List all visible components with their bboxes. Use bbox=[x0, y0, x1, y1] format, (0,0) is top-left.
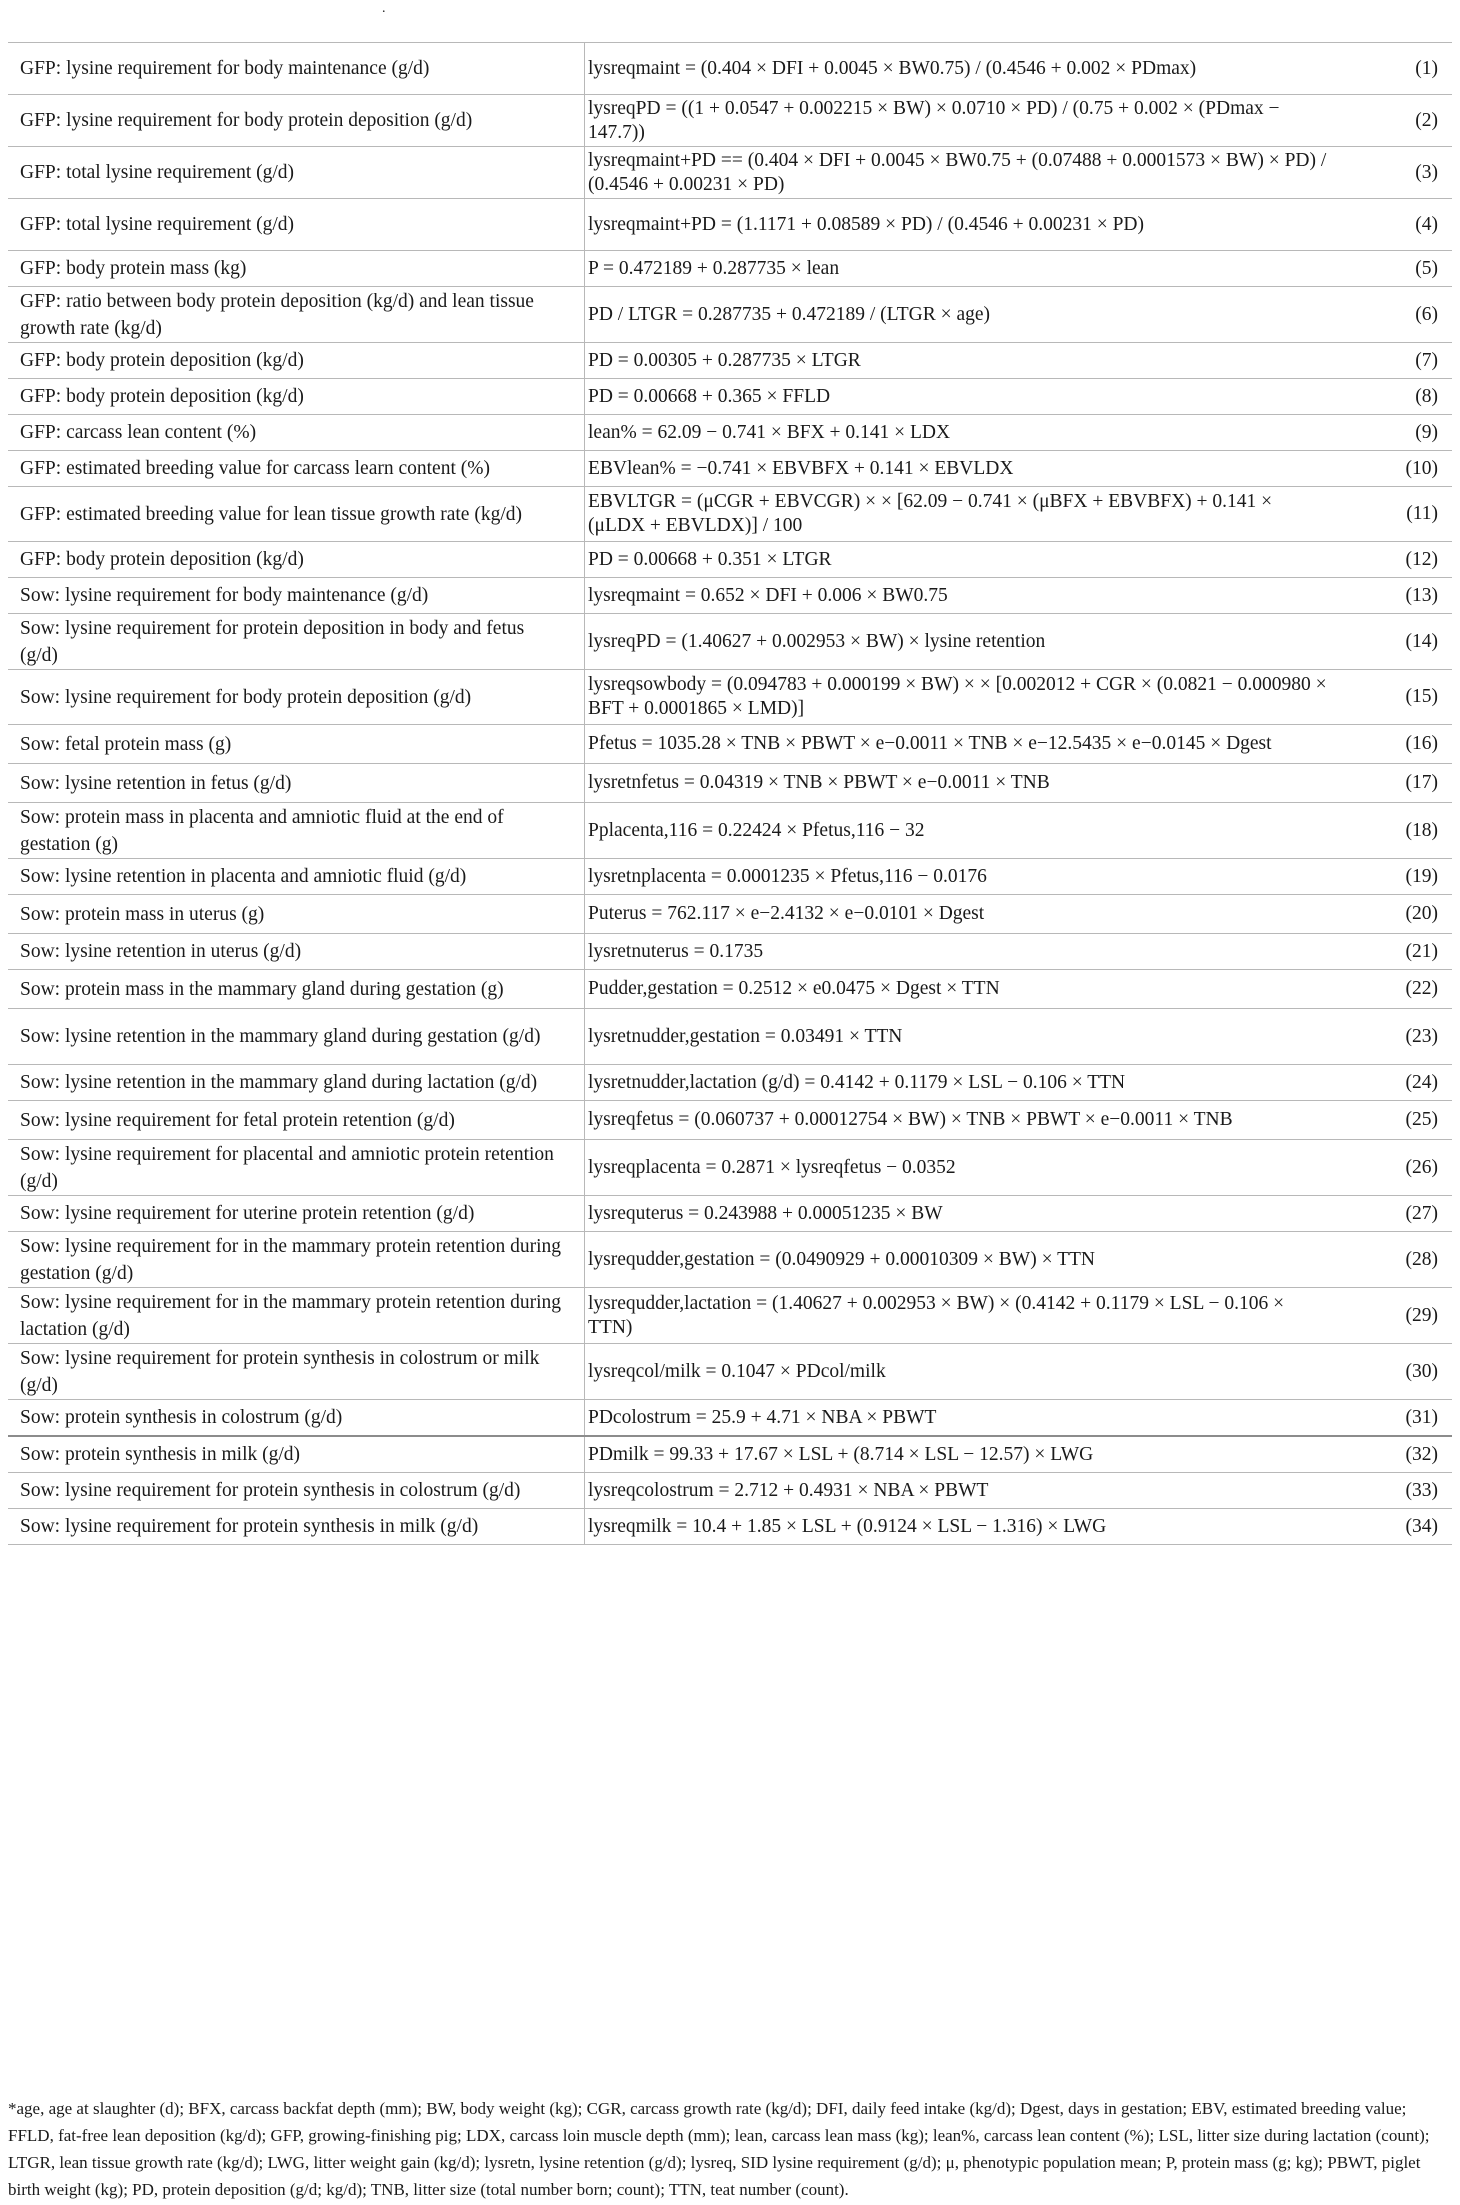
column-divider bbox=[584, 578, 585, 613]
column-divider bbox=[584, 614, 585, 669]
row-description: Sow: protein mass in uterus (g) bbox=[20, 903, 265, 925]
column-divider bbox=[584, 1509, 585, 1544]
row-description: GFP: body protein deposition (kg/d) bbox=[20, 350, 304, 371]
column-divider bbox=[584, 451, 585, 486]
equation-number: (27) bbox=[1405, 1202, 1438, 1224]
table-row bbox=[8, 1100, 1452, 1139]
row-formula: Pudder,gestation = 0.2512 × e0.0475 × Dgest × TTN bbox=[588, 978, 1000, 999]
equation-number: (9) bbox=[1415, 421, 1438, 443]
row-formula: lysrequterus = 0.243988 + 0.00051235 × BW bbox=[588, 1202, 943, 1224]
column-divider bbox=[584, 343, 585, 378]
equation-number: (18) bbox=[1405, 819, 1438, 841]
row-description: GFP: carcass lean content (%) bbox=[20, 422, 257, 443]
equation-number: (22) bbox=[1405, 978, 1438, 999]
row-description: Sow: lysine requirement for protein synthesis in colostrum (g/d) bbox=[20, 1480, 521, 1501]
row-description: GFP: body protein mass (kg) bbox=[20, 258, 247, 279]
column-divider bbox=[584, 287, 585, 342]
column-divider bbox=[584, 43, 585, 94]
row-description: Sow: lysine requirement for protein synthesis in colostrum or milk (g/d) bbox=[20, 1347, 540, 1396]
row-formula: Pfetus = 1035.28 × TNB × PBWT × e−0.0011 × TNB × e−12.5435 × e−0.0145 × Dgest bbox=[588, 733, 1272, 754]
equation-number: (4) bbox=[1415, 213, 1438, 235]
column-divider bbox=[584, 1344, 585, 1399]
table-row bbox=[8, 146, 1452, 198]
column-divider bbox=[584, 487, 585, 541]
row-formula: lysretnudder,lactation (g/d) = 0.4142 + 0.1179 × LSL − 0.106 × TTN bbox=[588, 1071, 1126, 1093]
row-description: Sow: lysine requirement for fetal protein retention (g/d) bbox=[20, 1109, 455, 1131]
row-description: GFP: ratio between body protein deposition (kg/d) and lean tissue growth rate (kg/d) bbox=[20, 290, 534, 339]
row-description: Sow: lysine requirement for body protein deposition (g/d) bbox=[20, 686, 472, 708]
table-row bbox=[8, 414, 1452, 450]
equations-table bbox=[8, 42, 1452, 1545]
column-divider bbox=[584, 1437, 585, 1472]
row-formula: lysreqfetus = (0.060737 + 0.00012754 × BW) × TNB × PBWT × e−0.0011 × TNB bbox=[588, 1109, 1233, 1130]
row-formula: lysreqmaint+PD = (1.1171 + 0.08589 × PD) / (0.4546 + 0.00231 × PD) bbox=[588, 213, 1144, 235]
equation-number: (10) bbox=[1405, 457, 1438, 479]
table-row bbox=[8, 42, 1452, 94]
table-row bbox=[8, 541, 1452, 577]
equation-number: (17) bbox=[1405, 772, 1438, 793]
column-divider bbox=[584, 1232, 585, 1287]
row-formula: lysrequdder,gestation = (0.0490929 + 0.00010309 × BW) × TTN bbox=[588, 1248, 1095, 1270]
column-divider bbox=[584, 934, 585, 969]
equation-number: (5) bbox=[1415, 257, 1438, 279]
row-formula: lysreqmaint = 0.652 × DFI + 0.006 × BW0.75 bbox=[588, 584, 948, 606]
row-description: Sow: fetal protein mass (g) bbox=[20, 733, 232, 755]
row-description: Sow: lysine requirement for in the mammary protein retention during lactation (g/d) bbox=[20, 1291, 561, 1340]
row-formula: lean% = 62.09 − 0.741 × BFX + 0.141 × LDX bbox=[588, 421, 951, 443]
equation-number: (2) bbox=[1415, 109, 1438, 131]
equation-number: (33) bbox=[1405, 1479, 1438, 1501]
table-row bbox=[8, 286, 1452, 342]
equation-number: (12) bbox=[1405, 548, 1438, 570]
equation-number: (25) bbox=[1405, 1109, 1438, 1130]
row-formula: lysretnuterus = 0.1735 bbox=[588, 940, 764, 962]
page-marker: . bbox=[382, 1, 386, 16]
column-divider bbox=[584, 1400, 585, 1435]
table-row bbox=[8, 1343, 1452, 1399]
row-description: GFP: total lysine requirement (g/d) bbox=[20, 214, 295, 235]
equation-number: (29) bbox=[1405, 1304, 1438, 1326]
row-description: Sow: lysine retention in fetus (g/d) bbox=[20, 772, 292, 794]
column-divider bbox=[584, 1288, 585, 1343]
row-formula: Puterus = 762.117 × e−2.4132 × e−0.0101 × Dgest bbox=[588, 903, 985, 924]
row-description: GFP: lysine requirement for body maintenance (g/d) bbox=[20, 58, 430, 79]
row-description: GFP: total lysine requirement (g/d) bbox=[20, 162, 295, 183]
equation-number: (21) bbox=[1405, 940, 1438, 962]
row-description: Sow: lysine retention in placenta and amniotic fluid (g/d) bbox=[20, 866, 467, 887]
equation-number: (31) bbox=[1405, 1406, 1438, 1428]
row-formula: PD = 0.00305 + 0.287735 × LTGR bbox=[588, 349, 861, 371]
row-description: GFP: estimated breeding value for lean tissue growth rate (kg/d) bbox=[20, 503, 522, 525]
row-description: Sow: lysine requirement for uterine protein retention (g/d) bbox=[20, 1203, 475, 1224]
column-divider bbox=[584, 1009, 585, 1064]
column-divider bbox=[584, 415, 585, 450]
column-divider bbox=[584, 199, 585, 250]
row-description: Sow: lysine requirement for protein deposition in body and fetus (g/d) bbox=[20, 617, 525, 666]
row-formula: PD = 0.00668 + 0.351 × LTGR bbox=[588, 548, 832, 570]
table-row bbox=[8, 1231, 1452, 1287]
equation-number: (32) bbox=[1405, 1443, 1438, 1465]
table-footnote: *age, age at slaughter (d); BFX, carcass backfat depth (mm); BW, body weight (kg); CGR, carcass growth rate (kg/d); DFI, daily feed intake (kg/d); Dgest, days in gestation; EBV, estimated breeding value; FFLD, fat-free lean deposition (kg/d); GFP, growing-finishing pig; LDX, carcass loin muscle depth (mm); lean, carcass lean mass (kg); lean%, carcass lean content (%); LSL, litter size during lactation (count); LTGR, lean tissue growth rate (kg/d); LWG, litter weight gain (kg/d); lysretn, lysine retention (g/d); lysreq, SID lysine requirement (g/d); μ, phenotypic population mean; P, protein mass (g; kg); PBWT, piglet birth weight (kg); PD, protein deposition (g/d; kg/d); TNB, litter size (total number born; count); TTN, teat number (count). bbox=[8, 2099, 1430, 2199]
row-formula: lysreqcolostrum = 2.712 + 0.4931 × NBA × PBWT bbox=[588, 1479, 989, 1501]
column-divider bbox=[584, 803, 585, 858]
table-row bbox=[8, 969, 1452, 1008]
equation-number: (6) bbox=[1415, 303, 1438, 325]
row-description: GFP: lysine requirement for body protein deposition (g/d) bbox=[20, 110, 473, 131]
table-row bbox=[8, 858, 1452, 894]
column-divider bbox=[584, 725, 585, 763]
row-formula: lysreqPD = ((1 + 0.0547 + 0.002215 × BW) × 0.0710 × PD) / (0.75 + 0.002 × (PDmax − 147.7)) bbox=[588, 97, 1280, 143]
row-description: Sow: protein synthesis in milk (g/d) bbox=[20, 1444, 301, 1465]
equation-number: (15) bbox=[1405, 686, 1438, 707]
row-description: Sow: protein mass in placenta and amniotic fluid at the end of gestation (g) bbox=[20, 806, 504, 855]
column-divider bbox=[584, 1065, 585, 1100]
column-divider bbox=[584, 670, 585, 724]
table-row bbox=[8, 894, 1452, 933]
equation-number: (24) bbox=[1405, 1071, 1438, 1093]
equation-number: (20) bbox=[1405, 903, 1438, 924]
row-formula: lysreqPD = (1.40627 + 0.002953 × BW) × lysine retention bbox=[588, 630, 1046, 652]
equation-number: (19) bbox=[1405, 865, 1438, 887]
table-row bbox=[8, 450, 1452, 486]
row-description: Sow: protein mass in the mammary gland during gestation (g) bbox=[20, 978, 504, 1000]
row-formula: lysretnudder,gestation = 0.03491 × TTN bbox=[588, 1025, 903, 1047]
row-formula: PD / LTGR = 0.287735 + 0.472189 / (LTGR × age) bbox=[588, 303, 991, 325]
column-divider bbox=[584, 1140, 585, 1195]
table-row bbox=[8, 198, 1452, 250]
row-formula: lysretnfetus = 0.04319 × TNB × PBWT × e−0.0011 × TNB bbox=[588, 772, 1050, 793]
table-row bbox=[8, 613, 1452, 669]
row-description: Sow: lysine requirement for protein synthesis in milk (g/d) bbox=[20, 1516, 479, 1537]
table-row bbox=[8, 1287, 1452, 1343]
row-formula: lysreqplacenta = 0.2871 × lysreqfetus − 0.0352 bbox=[588, 1156, 956, 1178]
row-formula: P = 0.472189 + 0.287735 × lean bbox=[588, 257, 840, 279]
equation-number: (7) bbox=[1415, 349, 1438, 371]
table-row bbox=[8, 1435, 1452, 1472]
column-divider bbox=[584, 147, 585, 198]
row-formula: lysreqsowbody = (0.094783 + 0.000199 × BW) × × [0.002012 + CGR × (0.0821 − 0.000980 × BFT + 0.0001865 × LMD)] bbox=[588, 674, 1327, 719]
row-formula: PDmilk = 99.33 + 17.67 × LSL + (8.714 × LSL − 12.57) × LWG bbox=[588, 1443, 1094, 1465]
column-divider bbox=[584, 1196, 585, 1231]
equation-number: (1) bbox=[1415, 57, 1438, 79]
row-formula: PDcolostrum = 25.9 + 4.71 × NBA × PBWT bbox=[588, 1406, 937, 1428]
equation-number: (30) bbox=[1405, 1360, 1438, 1382]
equation-number: (14) bbox=[1405, 630, 1438, 652]
row-formula: EBVLTGR = (μCGR + EBVCGR) × × [62.09 − 0.741 × (μBFX + EBVBFX) + 0.141 × (μLDX + EBVLDX)] / 100 bbox=[588, 491, 1273, 536]
row-description: Sow: lysine retention in the mammary gland during gestation (g/d) bbox=[20, 1026, 541, 1047]
table-row bbox=[8, 802, 1452, 858]
row-description: GFP: body protein deposition (kg/d) bbox=[20, 549, 304, 570]
table-row bbox=[8, 1139, 1452, 1195]
equation-number: (26) bbox=[1405, 1156, 1438, 1178]
table-row bbox=[8, 486, 1452, 541]
column-divider bbox=[584, 764, 585, 802]
table-row bbox=[8, 763, 1452, 802]
row-description: Sow: lysine retention in uterus (g/d) bbox=[20, 941, 302, 962]
table-row bbox=[8, 342, 1452, 378]
table-row bbox=[8, 724, 1452, 763]
column-divider bbox=[584, 1101, 585, 1139]
column-divider bbox=[584, 95, 585, 146]
row-formula: lysreqmilk = 10.4 + 1.85 × LSL + (0.9124 × LSL − 1.316) × LWG bbox=[588, 1515, 1107, 1537]
column-divider bbox=[584, 379, 585, 414]
row-description: Sow: lysine retention in the mammary gland during lactation (g/d) bbox=[20, 1072, 538, 1093]
column-divider bbox=[584, 1473, 585, 1508]
equation-number: (34) bbox=[1405, 1515, 1438, 1537]
row-formula: lysreqmaint+PD == (0.404 × DFI + 0.0045 × BW0.75 + (0.07488 + 0.0001573 × BW) × PD) / (0.4546 + 0.00231 × PD) bbox=[588, 149, 1327, 195]
row-formula: Pplacenta,116 = 0.22424 × Pfetus,116 − 32 bbox=[588, 819, 925, 841]
row-formula: EBVlean% = −0.741 × EBVBFX + 0.141 × EBVLDX bbox=[588, 457, 1014, 479]
table-row bbox=[8, 378, 1452, 414]
row-formula: lysreqcol/milk = 0.1047 × PDcol/milk bbox=[588, 1360, 886, 1382]
column-divider bbox=[584, 895, 585, 933]
table-row bbox=[8, 1008, 1452, 1064]
equation-number: (23) bbox=[1405, 1025, 1438, 1047]
row-description: Sow: protein synthesis in colostrum (g/d) bbox=[20, 1407, 343, 1428]
row-formula: lysretnplacenta = 0.0001235 × Pfetus,116 − 0.0176 bbox=[588, 865, 987, 887]
row-description: Sow: lysine requirement for body maintenance (g/d) bbox=[20, 585, 429, 606]
row-description: Sow: lysine requirement for in the mammary protein retention during gestation (g/d) bbox=[20, 1235, 561, 1284]
table-row bbox=[8, 250, 1452, 286]
table-row bbox=[8, 669, 1452, 724]
equation-number: (3) bbox=[1415, 161, 1438, 183]
equation-number: (16) bbox=[1405, 733, 1438, 754]
table-row bbox=[8, 94, 1452, 146]
row-formula: PD = 0.00668 + 0.365 × FFLD bbox=[588, 385, 831, 407]
column-divider bbox=[584, 542, 585, 577]
column-divider bbox=[584, 970, 585, 1008]
equation-number: (8) bbox=[1415, 385, 1438, 407]
column-divider bbox=[584, 859, 585, 894]
row-description: GFP: body protein deposition (kg/d) bbox=[20, 386, 304, 407]
row-formula: lysreqmaint = (0.404 × DFI + 0.0045 × BW0.75) / (0.4546 + 0.002 × PDmax) bbox=[588, 57, 1197, 79]
table-row bbox=[8, 933, 1452, 969]
row-description: Sow: lysine requirement for placental and amniotic protein retention (g/d) bbox=[20, 1143, 554, 1192]
row-description: GFP: estimated breeding value for carcass learn content (%) bbox=[20, 458, 490, 479]
row-formula: lysrequdder,lactation = (1.40627 + 0.002953 × BW) × (0.4142 + 0.1179 × LSL − 0.106 × TTN) bbox=[588, 1292, 1285, 1338]
column-divider bbox=[584, 251, 585, 286]
equation-number: (11) bbox=[1406, 503, 1438, 524]
table-row bbox=[8, 1508, 1452, 1545]
table-row bbox=[8, 577, 1452, 613]
table-row bbox=[8, 1399, 1452, 1435]
table-row bbox=[8, 1195, 1452, 1231]
equation-number: (28) bbox=[1405, 1248, 1438, 1270]
table-row bbox=[8, 1472, 1452, 1508]
table-row bbox=[8, 1064, 1452, 1100]
equation-number: (13) bbox=[1405, 584, 1438, 606]
